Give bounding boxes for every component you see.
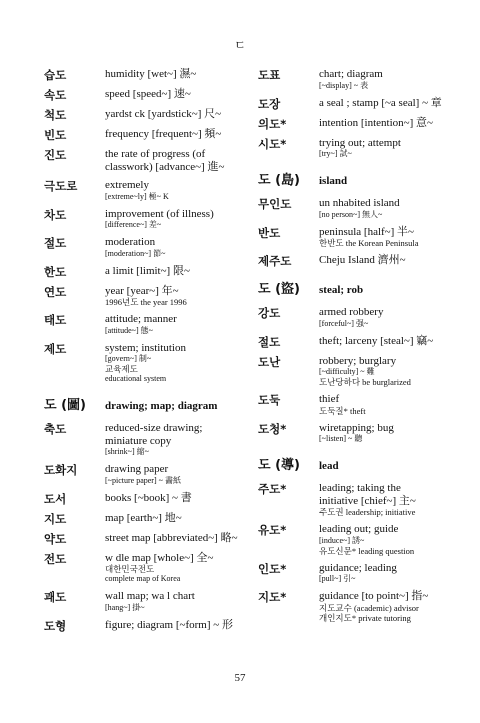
entry-definition xyxy=(105,148,250,173)
definition-line: guidance [to point~] 指~ xyxy=(319,590,429,602)
definition-line: moderation xyxy=(105,236,156,248)
etymology-note: [no person~] 無人~ xyxy=(319,209,383,219)
definition-line: year [year~] 年~ xyxy=(105,284,179,297)
etymology-note: [induce~] 誘~ xyxy=(319,535,365,545)
definition-line: frequency [frequent~] 頻~ xyxy=(105,128,222,140)
entry-definition xyxy=(319,562,458,585)
entry-headword: 도청* xyxy=(258,421,287,436)
section-meaning: steal; rob xyxy=(319,284,364,296)
entry-headword: 반도 xyxy=(258,225,281,240)
entry-headword: 제주도 xyxy=(258,254,292,268)
dictionary-entry xyxy=(258,306,458,329)
right-column xyxy=(258,68,458,629)
dictionary-entry xyxy=(44,285,250,308)
dictionary-entry xyxy=(258,590,458,623)
entry-definition xyxy=(319,482,458,517)
etymology-note: [~difficulty] ~ 難 xyxy=(319,367,375,376)
example-line: 한반도 the Korean Peninsula xyxy=(319,238,419,248)
definition-line: the rate of progress (of xyxy=(105,148,206,160)
definition-line: a limit [limit~] 限~ xyxy=(105,264,190,277)
etymology-note: [extreme~ly] 極~ K xyxy=(105,191,169,201)
definition-line: peninsula [half~] 半~ xyxy=(319,225,414,238)
entry-headword: 약도 xyxy=(44,531,67,546)
entry-definition xyxy=(105,619,250,632)
dictionary-entry xyxy=(44,342,250,385)
definition-line: extremely xyxy=(105,179,149,191)
example-line: 도난당하다 be burglarized xyxy=(319,377,411,387)
entry-headword: 도서 xyxy=(44,491,67,506)
example-line: 지도교수 (academic) advisor xyxy=(319,602,419,613)
entry-headword: 습도 xyxy=(44,68,67,82)
entry-definition xyxy=(105,313,250,336)
entry-definition xyxy=(105,512,250,525)
entry-headword: 강도 xyxy=(258,306,281,320)
entry-definition xyxy=(105,285,250,308)
dictionary-entry xyxy=(44,265,250,279)
definition-line: un nhabited island xyxy=(319,197,400,209)
entry-headword: 시도* xyxy=(258,136,287,151)
dictionary-entry xyxy=(258,562,458,585)
definition-line: figure; diagram [~form] ~ 形 xyxy=(105,618,233,631)
etymology-note: [~listen] ~ 聽 xyxy=(319,434,363,443)
definition-line: books [~book] ~ 書 xyxy=(105,491,192,504)
entry-headword: 빈도 xyxy=(44,128,67,142)
etymology-note: [govern~] 制~ xyxy=(105,354,152,363)
definition-line: classwork) [advance~] 進~ xyxy=(105,160,225,173)
entry-definition xyxy=(105,179,250,202)
entry-headword: 인도* xyxy=(258,561,287,576)
section-headword: 도 (導) xyxy=(258,458,300,473)
definition-line: robbery; burglary xyxy=(319,354,397,367)
entry-definition xyxy=(319,393,458,416)
definition-line: w dle map [whole~] 全~ xyxy=(105,551,214,564)
dictionary-entry xyxy=(44,313,250,336)
entry-definition xyxy=(105,68,250,81)
entry-headword: 한도 xyxy=(44,264,67,279)
dictionary-entry xyxy=(258,482,458,517)
example-line: 유도신문* leading question xyxy=(319,545,415,556)
entry-definition xyxy=(105,532,250,545)
entry-headword: 극도로 xyxy=(44,179,78,193)
etymology-note: [~display] ~ 表 xyxy=(319,80,369,90)
definition-line: armed robbery xyxy=(319,306,384,318)
section-heading xyxy=(258,282,458,298)
dictionary-entry xyxy=(44,68,250,82)
entry-headword: 의도* xyxy=(258,116,287,131)
definition-line: wiretapping; bug xyxy=(319,421,394,434)
definition-line: humidity [wet~] 濕~ xyxy=(105,68,197,80)
definition-line: reduced-size drawing; xyxy=(105,422,203,434)
definition-line: a seal ; stamp [~a seal] ~ 章 xyxy=(319,96,442,109)
definition-line: theft; larceny [steal~] 竊~ xyxy=(319,334,434,347)
entry-definition xyxy=(319,355,458,388)
entry-definition xyxy=(105,108,250,121)
etymology-note: educational system xyxy=(105,374,167,383)
etymology-note: [try~] 試~ xyxy=(319,149,352,158)
entry-definition xyxy=(105,422,250,457)
entry-headword: 축도 xyxy=(44,422,67,436)
entry-definition xyxy=(319,137,458,160)
entry-definition xyxy=(105,463,250,486)
definition-line: chart; diagram xyxy=(319,68,383,80)
entry-headword: 지도 xyxy=(44,511,67,526)
dictionary-entry xyxy=(44,128,250,142)
entry-headword: 도화지 xyxy=(44,463,78,477)
entry-headword: 도난 xyxy=(258,354,281,369)
etymology-note: [moderation~] 節~ xyxy=(105,248,166,258)
etymology-note: [hang~] 掛~ xyxy=(105,602,145,612)
entry-definition xyxy=(319,523,458,556)
dictionary-entry xyxy=(258,97,458,111)
entry-headword: 연도 xyxy=(44,284,67,299)
etymology-note: [shrink~] 縮~ xyxy=(105,447,149,456)
entry-definition xyxy=(319,254,458,267)
dictionary-entry xyxy=(258,393,458,416)
dictionary-entry xyxy=(44,590,250,613)
section-heading xyxy=(258,458,458,474)
dictionary-entry xyxy=(44,236,250,259)
dictionary-entry xyxy=(44,552,250,585)
entry-definition xyxy=(319,197,458,220)
entry-headword: 무인도 xyxy=(258,197,292,211)
definition-line: trying out; attempt xyxy=(319,136,401,149)
definition-line: drawing paper xyxy=(105,463,169,475)
definition-line: thief xyxy=(319,393,340,405)
example-line: 교육제도 xyxy=(105,364,138,374)
dictionary-entry xyxy=(258,68,458,91)
definition-line: improvement (of illness) xyxy=(105,207,214,220)
section-headword: 도 (圖) xyxy=(44,398,86,413)
entry-definition xyxy=(319,306,458,329)
example-line: 1996년도 the year 1996 xyxy=(105,297,187,307)
entry-definition xyxy=(319,117,458,130)
entry-headword: 차도 xyxy=(44,207,67,222)
dictionary-entry xyxy=(44,88,250,102)
entry-headword: 괘도 xyxy=(44,590,67,604)
definition-line: Cheju Island 濟州~ xyxy=(319,254,406,266)
dictionary-entry xyxy=(258,355,458,388)
dictionary-entry xyxy=(258,137,458,160)
entry-definition xyxy=(105,236,250,259)
entry-definition xyxy=(105,88,250,101)
entry-definition xyxy=(105,208,250,231)
entry-headword: 척도 xyxy=(44,108,67,122)
definition-line: guidance; leading xyxy=(319,561,397,574)
example-line: 개인지도* private tutoring xyxy=(319,612,411,623)
etymology-note: [difference~] 差~ xyxy=(105,220,162,229)
definition-line: speed [speed~] 速~ xyxy=(105,88,191,100)
entry-definition xyxy=(319,590,458,623)
left-column xyxy=(44,68,250,639)
entry-headword: 절도 xyxy=(44,236,67,250)
entry-headword: 도장 xyxy=(258,96,281,111)
entry-headword: 지도* xyxy=(258,590,287,604)
dictionary-entry xyxy=(44,422,250,457)
entry-definition xyxy=(319,68,458,91)
definition-line: leading out; guide xyxy=(319,523,399,535)
entry-headword: 진도 xyxy=(44,148,67,162)
dictionary-entry xyxy=(258,422,458,445)
definition-line: street map [abbreviated~] 略~ xyxy=(105,531,238,544)
page-number: 57 xyxy=(234,672,246,684)
dictionary-entry xyxy=(258,523,458,556)
dictionary-entry xyxy=(44,208,250,231)
section-headword: 도 (島) xyxy=(258,173,300,188)
section-meaning: drawing; map; diagram xyxy=(105,400,218,412)
entry-definition xyxy=(105,342,250,385)
definition-line: initiative [chief~] 主~ xyxy=(319,494,416,507)
definition-line: wall map; wa l chart xyxy=(105,590,195,602)
entry-headword: 도형 xyxy=(44,618,67,633)
entry-headword: 제도 xyxy=(44,341,67,356)
etymology-note: [~picture paper] ~ 畵紙 xyxy=(105,475,181,485)
definition-line: miniature copy xyxy=(105,434,172,447)
definition-line: system; institution xyxy=(105,341,186,354)
example-line: 대한민국전도 xyxy=(105,564,155,574)
dictionary-entry xyxy=(44,179,250,202)
etymology-note: complete map of Korea xyxy=(105,574,181,583)
section-heading xyxy=(44,398,250,414)
section-meaning: lead xyxy=(319,460,339,472)
entry-headword: 절도 xyxy=(258,334,281,349)
dictionary-entry xyxy=(258,197,458,220)
dictionary-entry xyxy=(44,492,250,506)
section-meaning: island xyxy=(319,175,348,187)
entry-definition xyxy=(105,128,250,141)
etymology-note: [attitude~] 態~ xyxy=(105,325,153,335)
entry-definition xyxy=(319,97,458,110)
entry-definition xyxy=(319,335,458,348)
definition-line: yardst ck [yardstick~] 尺~ xyxy=(105,108,222,120)
dictionary-entry xyxy=(258,254,458,268)
dictionary-entry xyxy=(44,532,250,546)
dictionary-entry xyxy=(258,335,458,349)
dictionary-entry xyxy=(44,512,250,526)
entry-definition xyxy=(105,552,250,585)
entry-headword: 도둑 xyxy=(258,393,281,407)
entry-headword: 유도* xyxy=(258,523,287,537)
entry-headword: 도표 xyxy=(258,68,281,82)
section-heading xyxy=(258,173,458,189)
dictionary-entry xyxy=(44,463,250,486)
definition-line: intention [intention~] 意~ xyxy=(319,116,433,129)
definition-line: attitude; manner xyxy=(105,313,177,325)
entry-headword: 속도 xyxy=(44,88,67,102)
entry-definition xyxy=(105,265,250,278)
entry-definition xyxy=(319,226,458,249)
example-line: 도둑질* theft xyxy=(319,405,366,416)
dictionary-entry xyxy=(44,619,250,633)
section-headword: 도 (盜) xyxy=(258,282,300,297)
etymology-note: [forceful~] 强~ xyxy=(319,318,369,328)
etymology-note: [pull~] 引~ xyxy=(319,574,356,583)
entry-headword: 전도 xyxy=(44,551,67,566)
dictionary-entry xyxy=(258,117,458,131)
entry-definition xyxy=(319,422,458,445)
page-header: ㄷ xyxy=(234,38,246,52)
definition-line: leading; taking the xyxy=(319,482,401,494)
dictionary-entry xyxy=(44,108,250,122)
entry-definition xyxy=(105,492,250,505)
entry-headword: 주도* xyxy=(258,482,287,496)
dictionary-entry xyxy=(258,226,458,249)
dictionary-entry xyxy=(44,148,250,173)
definition-line: map [earth~] 地~ xyxy=(105,511,182,524)
example-line: 주도권 leadership; initiative xyxy=(319,507,416,517)
entry-definition xyxy=(105,590,250,613)
entry-headword: 태도 xyxy=(44,313,67,327)
